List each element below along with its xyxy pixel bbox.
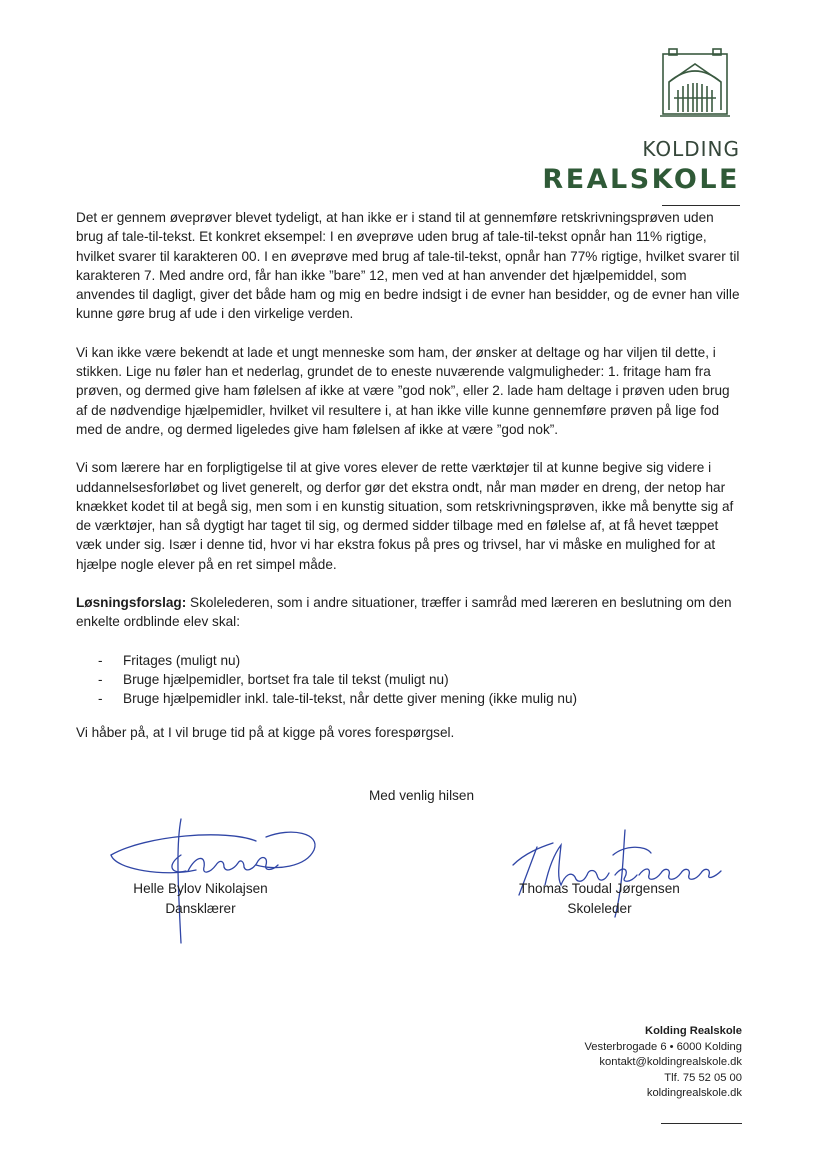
proposal-list (76, 651, 740, 709)
footer-contact (584, 1024, 742, 1102)
footer-website: koldingrealskole.dk (646, 1087, 742, 1100)
proposal-label: Løsningsforslag: (76, 595, 187, 611)
paragraph-teacher-obligation: Vi som lærere har en forpligtigelse til at give vores elever de rette værktøjer til at kunne begive sig videre i uddannelsesforløbet og livet generelt, og derfor gør det ekstra ondt, når man møder en dreng, der netop har knækket kodet til at begå sig, men som i en kunstig situation, som retskrivningsprøven, ikke må benytte sig af de værktøjer, han så dygtigt har taget til sig, og dermed sidder tilbage med en følelse af, at få hevet tæppet væk under sig. Især i denne tid, hvor vi har ekstra fokus på pres og trivsel, har vi måske en mulighed for at hjælpe nogle elever på en ret simpel måde. (76, 460, 734, 572)
signatory-principal (512, 879, 687, 919)
signatory-title: Dansklærer (165, 901, 236, 916)
list-dash: - (98, 671, 103, 687)
list-dash: - (98, 691, 103, 707)
list-dash: - (98, 652, 103, 668)
school-gate-icon (660, 46, 730, 124)
signatory-title: Skoleleder (567, 901, 632, 916)
footer-phone: Tlf. 75 52 05 00 (664, 1071, 742, 1084)
footer-school-name: Kolding Realskole (645, 1025, 742, 1037)
footer-divider (661, 1123, 742, 1124)
paragraph-test-results: Det er gennem øveprøver blevet tydeligt, at han ikke er i stand til at gennemføre retskrivningsprøven uden brug af tale-til-tekst. Et konkret eksempel: I en øveprøve uden brug af tale-til-tekst opnår han 11% rigtige, hvilket svarer til karakteren 00. I en øveprøve med brug af tale-til-tekst, opnår han 77% rigtige, hvilket svarer til karakteren 7. Med andre ord, får han ikke ”bare” 12, men ved at han anvender det hjælpemiddel, som anvendes til dagligt, giver det både ham og mig en bedre indsigt i de evner han besidder, og de evner han ville kunne gøre brug af ude i den virkelige verden. (76, 210, 740, 322)
signatory-name: Helle Bylov Nikolajsen (133, 881, 268, 896)
list-item-text: Fritages (muligt nu) (123, 652, 241, 668)
closing-greeting: Med venlig hilsen (368, 788, 475, 803)
proposal-text: Skolelederen, som i andre situationer, træffer i samråd med læreren en beslutning om den enkelte ordblinde elev skal: (76, 595, 732, 630)
header-divider (662, 205, 740, 206)
paragraph-closing-hope: Vi håber på, at I vil bruge tid på at kigge på vores forespørgsel. (76, 724, 455, 740)
brand-name-top: KOLDING (642, 137, 740, 161)
paragraph-options: Vi kan ikke være bekendt at lade et ungt menneske som ham, der ønsker at deltage og har viljen til dette, i stikken. Lige nu føler han et nederlag, grundet de to eneste nuværende valgmuligheder: 1. fritage ham fra prøven, og dermed give ham følelsen af ikke at være ”god nok”, eller 2. lade ham deltage i prøven uden brug af de nødvendige hjælpemidler, hvilket vil resultere i, at han ikke ville kunne gennemføre prøven på lige fod med de andre, og dermed ligeledes give ham følelsen af ikke at være ”god nok”. (76, 344, 730, 437)
brand-name-main: REALSKOLE (542, 164, 740, 195)
signatory-teacher (108, 879, 293, 919)
footer-address: Vesterbrogade 6 • 6000 Kolding (584, 1040, 742, 1053)
footer-email: kontakt@koldingrealskole.dk (599, 1056, 742, 1069)
signatory-name: Thomas Toudal Jørgensen (519, 881, 680, 896)
letter-body (76, 208, 740, 761)
paragraph-proposal (76, 593, 740, 632)
list-item (76, 651, 740, 670)
list-item (76, 670, 740, 689)
list-item (76, 689, 740, 708)
list-item-text: Bruge hjælpemidler inkl. tale-til-tekst, når dette giver mening (ikke mulig nu) (123, 691, 578, 707)
list-item-text: Bruge hjælpemidler, bortset fra tale til tekst (muligt nu) (123, 671, 449, 687)
